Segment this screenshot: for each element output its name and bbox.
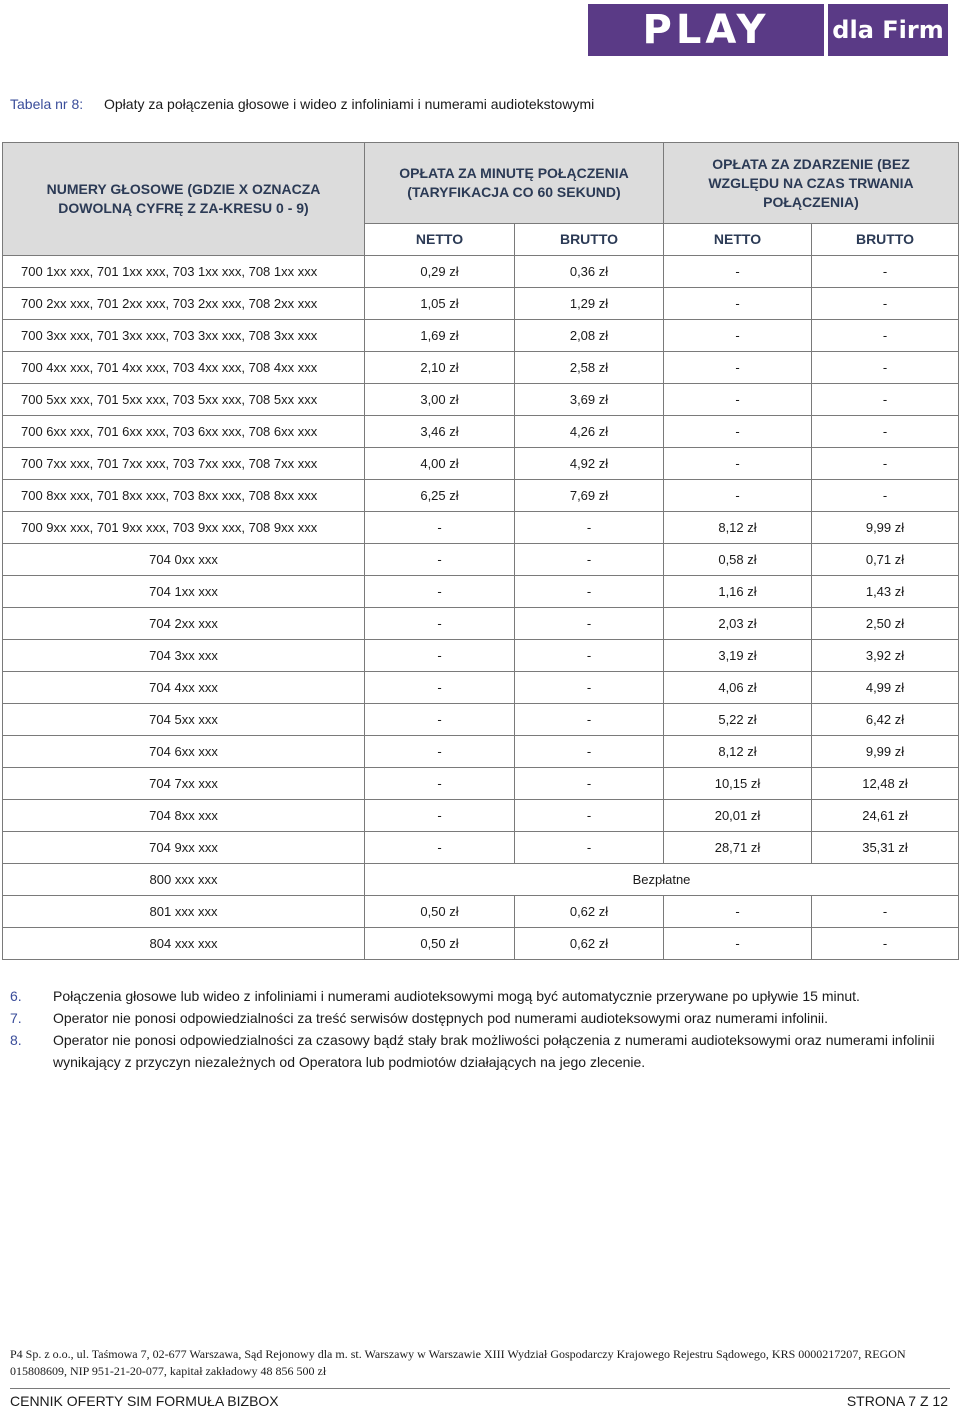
min-brutto-cell: - (515, 768, 664, 800)
play-logo (588, 4, 948, 56)
min-brutto-cell: 0,36 zł (515, 256, 664, 288)
min-brutto-cell: - (515, 640, 664, 672)
min-brutto-cell: - (515, 512, 664, 544)
header-netto: NETTO (664, 224, 812, 256)
min-netto-cell: - (365, 672, 515, 704)
table-row (3, 480, 959, 512)
min-brutto-cell: - (515, 608, 664, 640)
note-item (10, 1029, 948, 1073)
event-brutto-cell: - (812, 288, 959, 320)
min-netto-cell: - (365, 576, 515, 608)
note-item (10, 1007, 948, 1029)
min-netto-cell: 1,69 zł (365, 320, 515, 352)
event-brutto-cell: 1,43 zł (812, 576, 959, 608)
number-cell: 704 2xx xxx (3, 608, 365, 640)
min-netto-cell: - (365, 736, 515, 768)
event-brutto-cell: 24,61 zł (812, 800, 959, 832)
event-netto-cell: 5,22 zł (664, 704, 812, 736)
min-brutto-cell: 1,29 zł (515, 288, 664, 320)
table-row (3, 800, 959, 832)
header-brutto: BRUTTO (812, 224, 959, 256)
event-brutto-cell: 0,71 zł (812, 544, 959, 576)
notes-list (10, 985, 948, 1073)
event-netto-cell: 2,03 zł (664, 608, 812, 640)
min-netto-cell: 0,50 zł (365, 928, 515, 960)
event-netto-cell: - (664, 480, 812, 512)
number-cell: 700 2xx xxx, 701 2xx xxx, 703 2xx xxx, 708 2xx xxx (3, 288, 365, 320)
event-netto-cell: 8,12 zł (664, 736, 812, 768)
number-cell: 704 4xx xxx (3, 672, 365, 704)
min-netto-cell: - (365, 608, 515, 640)
footer-divider (10, 1388, 950, 1389)
header-per-event: OPŁATA ZA ZDARZENIE (BEZ WZGLĘDU NA CZAS TRWANIA POŁĄCZENIA) (664, 143, 959, 224)
min-netto-cell: 1,05 zł (365, 288, 515, 320)
event-netto-cell: - (664, 928, 812, 960)
number-cell: 700 1xx xxx, 701 1xx xxx, 703 1xx xxx, 708 1xx xxx (3, 256, 365, 288)
table-row (3, 864, 959, 896)
min-netto-cell: 2,10 zł (365, 352, 515, 384)
min-brutto-cell: - (515, 832, 664, 864)
min-brutto-cell: - (515, 544, 664, 576)
event-brutto-cell: 35,31 zł (812, 832, 959, 864)
table-row (3, 832, 959, 864)
min-netto-cell: - (365, 768, 515, 800)
event-netto-cell: 1,16 zł (664, 576, 812, 608)
event-netto-cell: 20,01 zł (664, 800, 812, 832)
event-brutto-cell: - (812, 384, 959, 416)
table-row (3, 672, 959, 704)
footer-page-number: STRONA 7 Z 12 (846, 1393, 948, 1409)
event-brutto-cell: - (812, 416, 959, 448)
table-row (3, 608, 959, 640)
min-brutto-cell: 2,58 zł (515, 352, 664, 384)
footer-document-title: CENNIK OFERTY SIM FORMUŁA BIZBOX (10, 1393, 279, 1409)
min-brutto-cell: 4,26 zł (515, 416, 664, 448)
number-cell: 800 xxx xxx (3, 864, 365, 896)
table-row (3, 256, 959, 288)
event-netto-cell: - (664, 256, 812, 288)
min-netto-cell: - (365, 704, 515, 736)
min-netto-cell: - (365, 832, 515, 864)
event-brutto-cell: 3,92 zł (812, 640, 959, 672)
number-cell: 704 5xx xxx (3, 704, 365, 736)
event-netto-cell: 28,71 zł (664, 832, 812, 864)
table-row (3, 768, 959, 800)
table-row (3, 544, 959, 576)
note-number: 7. (10, 1010, 22, 1026)
event-netto-cell: 10,15 zł (664, 768, 812, 800)
min-brutto-cell: - (515, 800, 664, 832)
event-brutto-cell: 6,42 zł (812, 704, 959, 736)
event-netto-cell: - (664, 416, 812, 448)
event-netto-cell: - (664, 896, 812, 928)
table-row (3, 928, 959, 960)
min-netto-cell: 4,00 zł (365, 448, 515, 480)
min-netto-cell: - (365, 512, 515, 544)
number-cell: 704 8xx xxx (3, 800, 365, 832)
event-netto-cell: 4,06 zł (664, 672, 812, 704)
event-brutto-cell: - (812, 896, 959, 928)
min-netto-cell: 3,00 zł (365, 384, 515, 416)
min-netto-cell: - (365, 800, 515, 832)
table-caption (10, 96, 594, 112)
event-brutto-cell: - (812, 448, 959, 480)
event-netto-cell: 3,19 zł (664, 640, 812, 672)
min-brutto-cell: 0,62 zł (515, 928, 664, 960)
table-row (3, 704, 959, 736)
min-netto-cell: 6,25 zł (365, 480, 515, 512)
min-netto-cell: 0,50 zł (365, 896, 515, 928)
event-brutto-cell: 12,48 zł (812, 768, 959, 800)
number-cell: 804 xxx xxx (3, 928, 365, 960)
number-cell: 704 6xx xxx (3, 736, 365, 768)
number-cell: 704 0xx xxx (3, 544, 365, 576)
event-netto-cell: - (664, 384, 812, 416)
min-netto-cell: - (365, 640, 515, 672)
table-row (3, 352, 959, 384)
note-text: Operator nie ponosi odpowiedzialności za czasowy bądź stały brak możliwości połączenia z numerami audioteksowymi oraz numerami infolinii wynikający z przyczyn niezależnych od Operatora lub podmiotów działających na jego zlecenie. (53, 1032, 935, 1070)
event-brutto-cell: - (812, 352, 959, 384)
event-netto-cell: - (664, 352, 812, 384)
event-netto-cell: - (664, 320, 812, 352)
number-cell: 704 7xx xxx (3, 768, 365, 800)
free-cell: Bezpłatne (365, 864, 959, 896)
number-cell: 700 7xx xxx, 701 7xx xxx, 703 7xx xxx, 708 7xx xxx (3, 448, 365, 480)
number-cell: 700 3xx xxx, 701 3xx xxx, 703 3xx xxx, 708 3xx xxx (3, 320, 365, 352)
number-cell: 704 3xx xxx (3, 640, 365, 672)
number-cell: 704 9xx xxx (3, 832, 365, 864)
note-text: Operator nie ponosi odpowiedzialności za treść serwisów dostępnych pod numerami audioteksowymi oraz numerami infolinii. (53, 1010, 829, 1026)
number-cell: 801 xxx xxx (3, 896, 365, 928)
number-cell: 704 1xx xxx (3, 576, 365, 608)
logo-brand: PLAY (588, 4, 824, 56)
header-brutto: BRUTTO (515, 224, 664, 256)
min-brutto-cell: - (515, 576, 664, 608)
header-numbers: NUMERY GŁOSOWE (GDZIE X OZNACZA DOWOLNĄ CYFRĘ Z ZA-KRESU 0 - 9) (3, 143, 365, 256)
event-brutto-cell: 2,50 zł (812, 608, 959, 640)
table-row (3, 448, 959, 480)
number-cell: 700 5xx xxx, 701 5xx xxx, 703 5xx xxx, 708 5xx xxx (3, 384, 365, 416)
note-item (10, 985, 948, 1007)
event-netto-cell: 0,58 zł (664, 544, 812, 576)
header-netto: NETTO (365, 224, 515, 256)
event-brutto-cell: - (812, 480, 959, 512)
number-cell: 700 8xx xxx, 701 8xx xxx, 703 8xx xxx, 708 8xx xxx (3, 480, 365, 512)
number-cell: 700 9xx xxx, 701 9xx xxx, 703 9xx xxx, 708 9xx xxx (3, 512, 365, 544)
min-netto-cell: 0,29 zł (365, 256, 515, 288)
event-brutto-cell: - (812, 256, 959, 288)
caption-text: Opłaty za połączenia głosowe i wideo z infoliniami i numerami audiotekstowymi (104, 96, 595, 112)
event-netto-cell: - (664, 448, 812, 480)
min-brutto-cell: - (515, 736, 664, 768)
number-cell: 700 6xx xxx, 701 6xx xxx, 703 6xx xxx, 708 6xx xxx (3, 416, 365, 448)
rates-table (2, 142, 959, 960)
min-brutto-cell: 2,08 zł (515, 320, 664, 352)
event-brutto-cell: - (812, 320, 959, 352)
table-row (3, 384, 959, 416)
event-netto-cell: - (664, 288, 812, 320)
table-row (3, 736, 959, 768)
table-row (3, 320, 959, 352)
event-brutto-cell: 9,99 zł (812, 512, 959, 544)
min-brutto-cell: 3,69 zł (515, 384, 664, 416)
event-brutto-cell: 9,99 zł (812, 736, 959, 768)
legal-notice: P4 Sp. z o.o., ul. Taśmowa 7, 02-677 Warszawa, Sąd Rejonowy dla m. st. Warszawy w Warszawie XIII Wydział Gospodarczy Krajowego Rejestru Sądowego, KRS 0000217207, REGON 015808609, NIP 951-21-20-077, kapitał zakładowy 48 856 500 zł (10, 1347, 906, 1378)
event-brutto-cell: 4,99 zł (812, 672, 959, 704)
min-brutto-cell: - (515, 704, 664, 736)
min-brutto-cell: 7,69 zł (515, 480, 664, 512)
table-row (3, 896, 959, 928)
min-brutto-cell: 0,62 zł (515, 896, 664, 928)
header-per-minute: OPŁATA ZA MINUTĘ POŁĄCZENIA (TARYFIKACJA CO 60 SEKUND) (365, 143, 664, 224)
table-row (3, 576, 959, 608)
table-row (3, 416, 959, 448)
note-number: 6. (10, 988, 22, 1004)
event-brutto-cell: - (812, 928, 959, 960)
min-brutto-cell: - (515, 672, 664, 704)
caption-label: Tabela nr 8: (10, 96, 84, 112)
min-netto-cell: - (365, 544, 515, 576)
note-number: 8. (10, 1032, 22, 1048)
min-brutto-cell: 4,92 zł (515, 448, 664, 480)
table-row (3, 512, 959, 544)
logo-sub: dla Firm (828, 4, 948, 56)
table-row (3, 288, 959, 320)
note-text: Połączenia głosowe lub wideo z infoliniami i numerami audioteksowymi mogą być automatycznie przerywane po upływie 15 minut. (53, 988, 860, 1004)
number-cell: 700 4xx xxx, 701 4xx xxx, 703 4xx xxx, 708 4xx xxx (3, 352, 365, 384)
table-row (3, 640, 959, 672)
event-netto-cell: 8,12 zł (664, 512, 812, 544)
min-netto-cell: 3,46 zł (365, 416, 515, 448)
